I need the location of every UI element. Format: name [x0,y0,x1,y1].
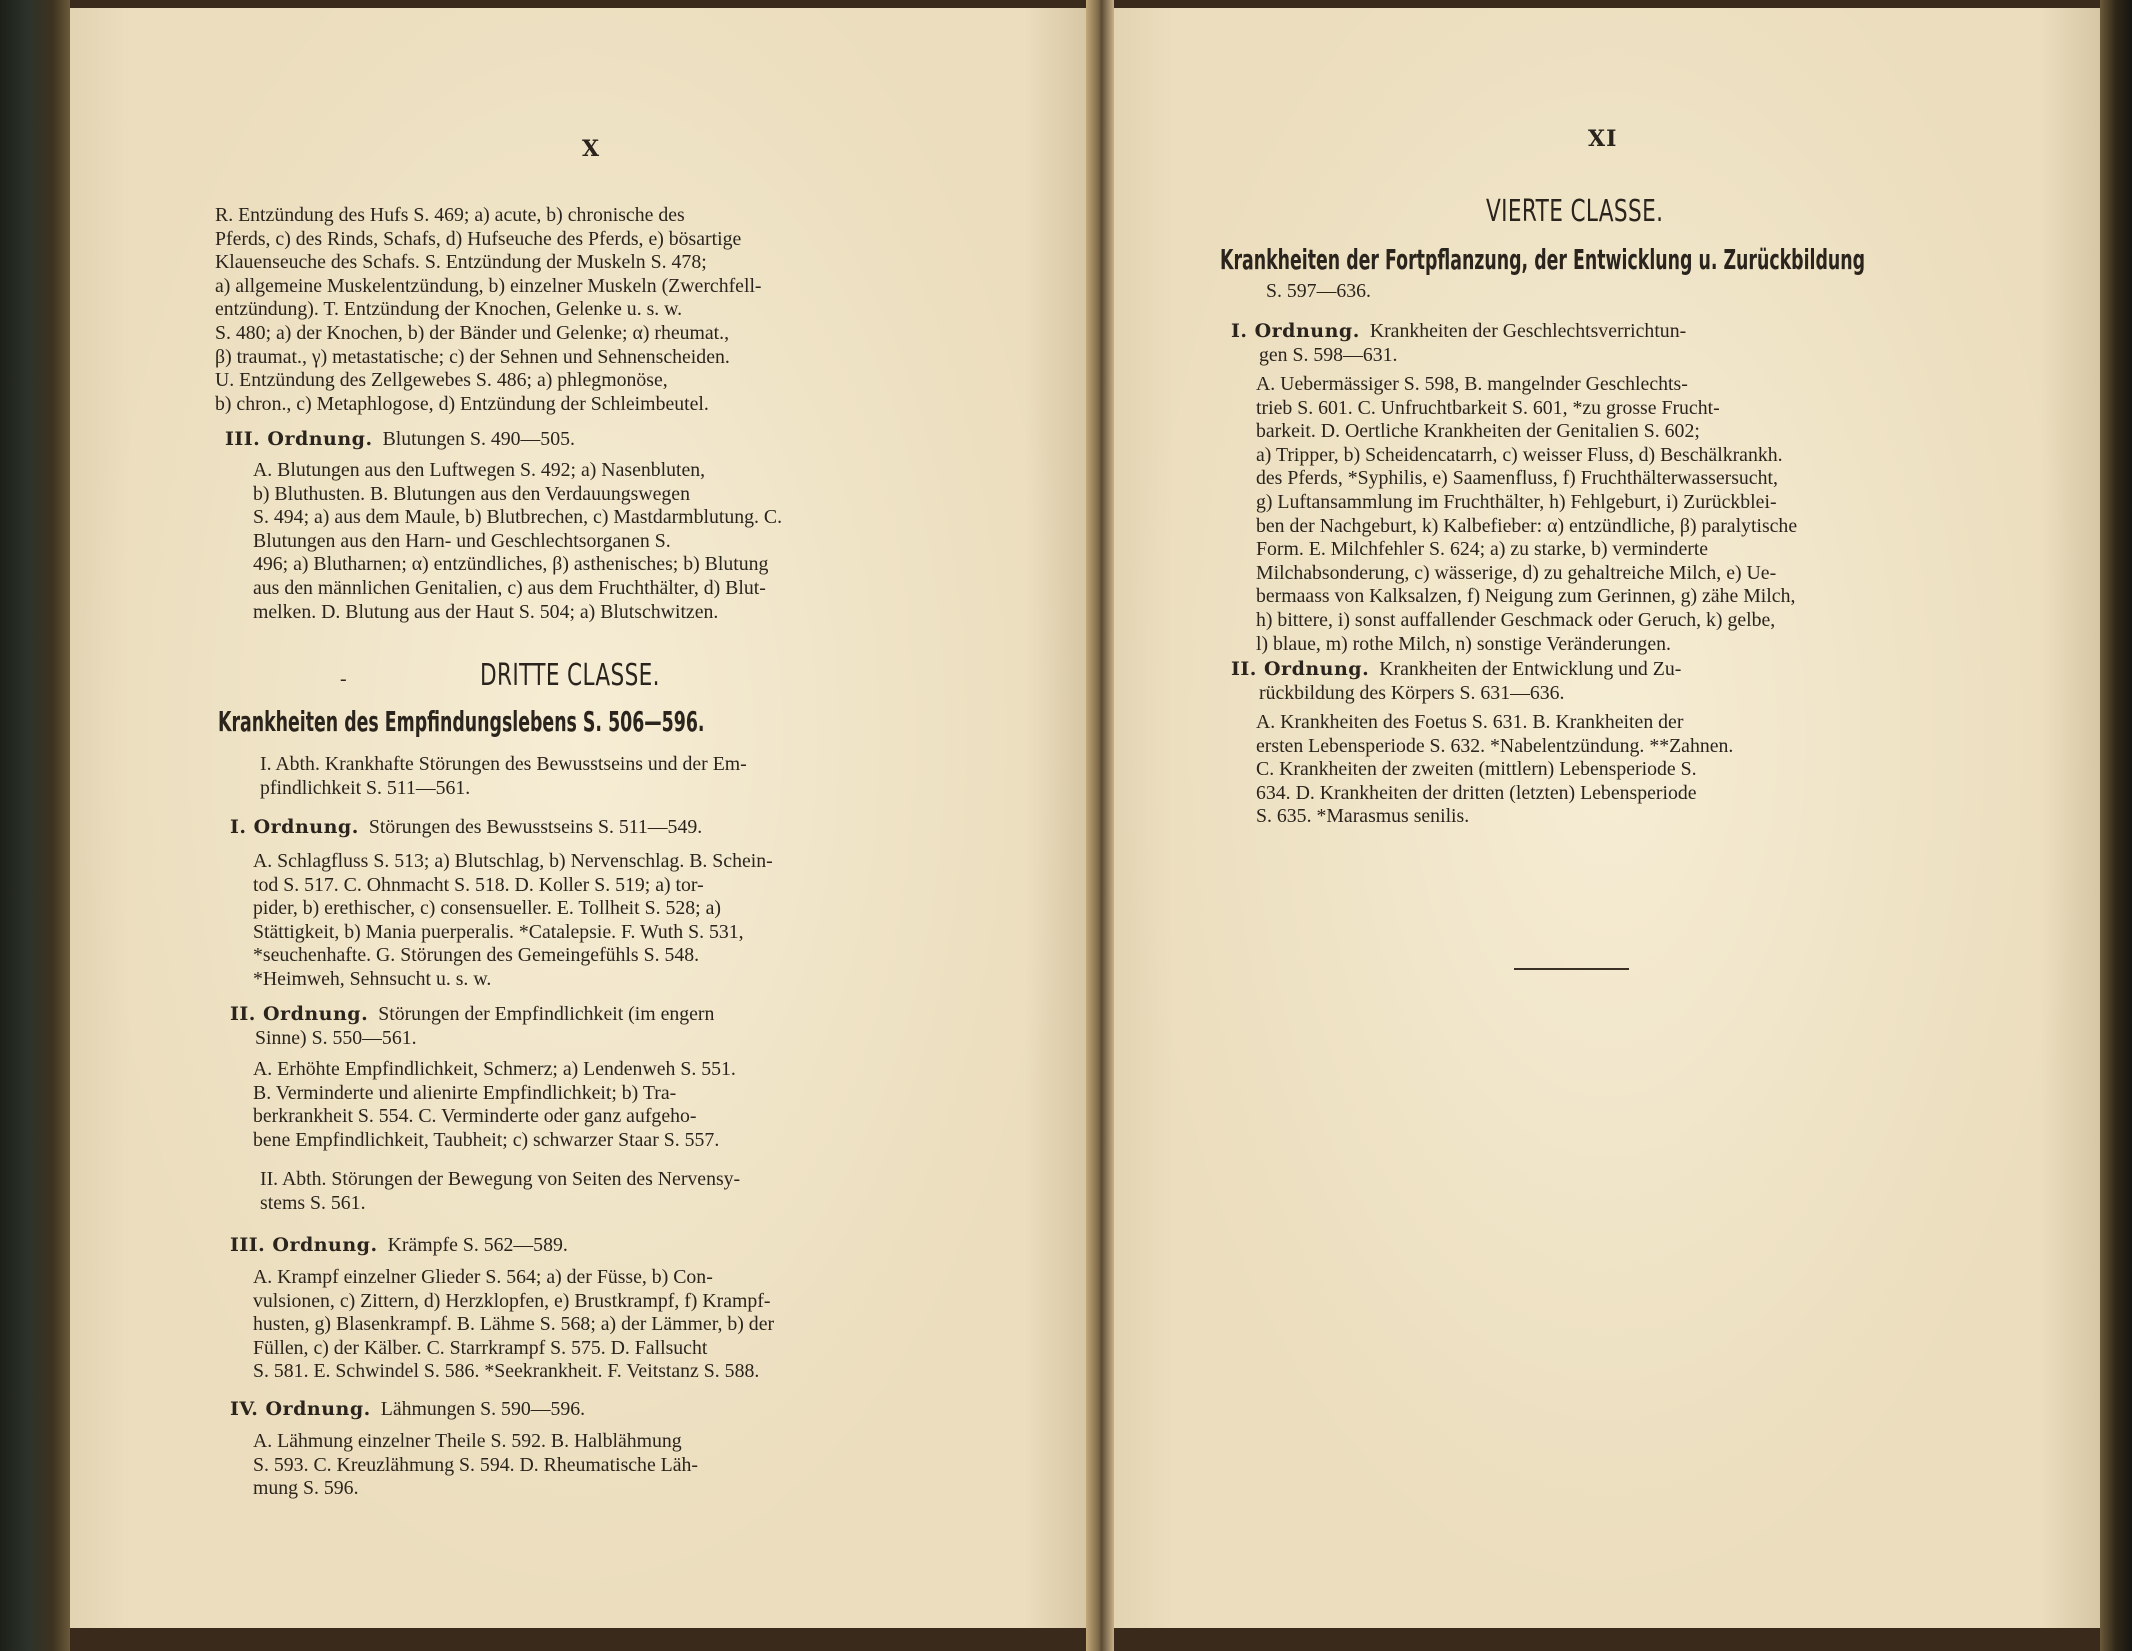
left-page [70,8,1086,1628]
text-line: vulsionen, c) Zittern, d) Herzklopfen, e) Brustkrampf, f) Krampf- [253,1289,771,1312]
text-line: trieb S. 601. C. Unfruchtbarkeit S. 601, *zu grosse Frucht- [1256,396,1720,419]
text-line: tod S. 517. C. Ohnmacht S. 518. D. Koller S. 519; a) tor- [253,873,704,896]
class-subtitle-third: Krankheiten des Empfindungslebens S. 506—596. [218,705,705,738]
text-line: S. 494; a) aus dem Maule, b) Blutbrechen, c) Mastdarmblutung. C. [253,506,783,529]
text-line: des Pferds, *Syphilis, e) Saamenfluss, f) Fruchthälterwassersucht, [1256,467,1778,490]
text-line: entzündung). T. Entzündung der Knochen, Gelenke u. s. w. [215,298,683,321]
order-title: Krankheiten der Entwicklung und Zu- [1379,658,1682,680]
text-line: R. Entzündung des Hufs S. 469; a) acute, b) chronische des [215,204,685,226]
text-line: pider, b) erethischer, c) consensueller. E. Tollheit S. 528; a) [253,897,721,920]
text-line: Klauenseuche des Schafs. S. Entzündung der Muskeln S. 478; [215,251,707,274]
text-line: Milchabsonderung, c) wässerige, d) zu gehaltreiche Milch, e) Ue- [1256,561,1777,584]
order-label: IV. Ordnung. [230,1398,371,1420]
entries-development [1256,711,2041,829]
order-title: Krankheiten der Geschlechtsverrichtun- [1369,320,1687,342]
order-title: Krämpfe S. 562—589. [387,1234,568,1256]
text-line: A. Uebermässiger S. 598, B. mangelnder Geschlechts- [1256,373,1688,395]
text-line: A. Erhöhte Empfindlichkeit, Schmerz; a) Lendenweh S. 551. [253,1058,736,1080]
entries-bleeding [253,459,1033,624]
entries-paralysis [253,1430,1033,1501]
order-heading-paralysis [230,1398,1033,1422]
entries-reproduction [1256,373,2041,656]
text-line: A. Krampf einzelner Glieder S. 564; a) der Füsse, b) Con- [253,1266,713,1288]
class-dash: - [340,668,347,690]
text-line: h) bittere, i) sonst auffallender Geschmack oder Geruch, k) gelbe, [1256,608,1776,631]
page-number-left: X [582,136,601,162]
text-line: II. Abth. Störungen der Bewegung von Seiten des Nervensy- [260,1168,741,1190]
book-binding-left [0,0,70,1651]
class-title-third: DRITTE CLASSE. [480,658,660,693]
text-line: mung S. 596. [253,1477,359,1500]
text-line: *seuchenhafte. G. Störungen des Gemeingefühls S. 548. [253,944,700,967]
text-line: l) blaue, m) rothe Milch, n) sonstige Veränderungen. [1256,632,1671,655]
end-rule [1514,968,1629,970]
text-line: S. 593. C. Kreuzlähmung S. 594. D. Rheumatische Läh- [253,1453,699,1476]
text-line: aus den männlichen Genitalien, c) aus dem Fruchthälter, d) Blut- [253,576,766,599]
text-line: *Heimweh, Sehnsucht u. s. w. [253,967,492,990]
text-line: β) traumat., γ) metastatische; c) der Sehnen und Sehnenscheiden. [215,345,730,368]
order-label: I. Ordnung. [1231,320,1360,342]
text-line: 496; a) Blutharnen; α) entzündliches, β) asthenisches; b) Blutung [253,553,769,576]
text-line: rückbildung des Körpers S. 631—636. [1259,681,1565,704]
text-line: bermaass von Kalksalzen, f) Neigung zum Gerinnen, g) zähe Milch, [1256,585,1796,608]
right-page [1114,8,2100,1628]
entries-cramps [253,1266,1033,1384]
order-label: III. Ordnung. [230,1234,378,1256]
text-line: ersten Lebensperiode S. 632. *Nabelentzündung. **Zahnen. [1256,734,1734,757]
text-line: stems S. 561. [260,1191,366,1214]
order-label: III. Ordnung. [225,428,373,450]
order-heading-development [1231,658,2041,705]
text-line: Pferds, c) des Rinds, Schafs, d) Hufseuche des Pferds, e) bösartige [215,227,742,250]
text-line: Sinne) S. 550—561. [255,1026,417,1049]
text-line: C. Krankheiten der zweiten (mittlern) Lebensperiode S. [1256,758,1697,781]
order-heading-sensitivity [230,1003,1033,1050]
section-abth-1 [260,753,1033,800]
text-line: S. 635. *Marasmus senilis. [1256,805,1470,828]
order-title: Störungen der Empfindlichkeit (im engern [378,1003,715,1025]
entries-inflammation [215,204,1033,416]
text-line: b) Bluthusten. B. Blutungen aus den Verdauungswegen [253,482,690,505]
text-line: S. 480; a) der Knochen, b) der Bänder und Gelenke; α) rheumat., [215,321,730,344]
order-label: I. Ordnung. [230,816,359,838]
text-line: A. Lähmung einzelner Theile S. 592. B. Halblähmung [253,1430,682,1452]
page-number-right: XI [1588,126,1618,152]
text-line: B. Verminderte und alienirte Empfindlichkeit; b) Tra- [253,1081,677,1104]
text-line: Füllen, c) der Kälber. C. Starrkrampf S. 575. D. Fallsucht [253,1336,708,1359]
text-line: A. Schlagfluss S. 513; a) Blutschlag, b) Nervenschlag. B. Schein- [253,850,773,872]
text-line: b) chron., c) Metaphlogose, d) Entzündung der Schleimbeutel. [215,392,709,415]
text-line: A. Krankheiten des Foetus S. 631. B. Krankheiten der [1256,711,1684,733]
text-line: U. Entzündung des Zellgewebes S. 486; a) phlegmonöse, [215,369,668,392]
class-subtitle-fourth: Krankheiten der Fortpflanzung, der Entwicklung u. Zurückbildung [1220,243,1866,276]
entries-sensitivity [253,1058,1033,1152]
text-line: husten, g) Blasenkrampf. B. Lähme S. 568; a) der Lämmer, b) der [253,1313,775,1336]
book-gutter [1086,0,1114,1651]
text-line: Stättigkeit, b) Mania puerperalis. *Catalepsie. F. Wuth S. 531, [253,920,744,943]
text-line: g) Luftansammlung im Fruchthälter, h) Fehlgeburt, i) Zurückblei- [1256,490,1777,513]
order-title: Blutungen S. 490—505. [382,428,575,450]
text-line: bene Empfindlichkeit, Taubheit; c) schwarzer Staar S. 557. [253,1128,720,1151]
section-abth-2 [260,1168,1033,1215]
order-label: II. Ordnung. [1231,658,1370,680]
text-line: A. Blutungen aus den Luftwegen S. 492; a) Nasenbluten, [253,459,706,481]
order-title: Lähmungen S. 590—596. [380,1398,586,1420]
text-line: berkrankheit S. 554. C. Verminderte oder ganz aufgeho- [253,1105,697,1128]
order-heading-consciousness [230,816,1033,840]
class-range-fourth: S. 597—636. [1266,280,1371,302]
text-line: a) allgemeine Muskelentzündung, b) einzelner Muskeln (Zwerchfell- [215,274,762,297]
text-line: barkeit. D. Oertliche Krankheiten der Genitalien S. 602; [1256,420,1700,443]
text-line: Blutungen aus den Harn- und Geschlechtsorganen S. [253,529,671,552]
text-line: ben der Nachgeburt, k) Kalbefieber: α) entzündliche, β) paralytische [1256,514,1798,537]
text-line: melken. D. Blutung aus der Haut S. 504; a) Blutschwitzen. [253,600,719,623]
order-heading-cramps [230,1234,1033,1258]
text-line: I. Abth. Krankhafte Störungen des Bewusstseins und der Em- [260,753,747,775]
order-heading-reproduction [1231,320,2041,367]
text-line: S. 581. E. Schwindel S. 586. *Seekrankheit. F. Veitstanz S. 588. [253,1360,760,1383]
order-label: II. Ordnung. [230,1003,369,1025]
class-title-fourth: VIERTE CLASSE. [1486,194,1664,229]
entries-consciousness [253,850,1033,992]
order-title: Störungen des Bewusstseins S. 511—549. [368,816,703,838]
book-binding-right [2100,0,2132,1651]
text-line: Form. E. Milchfehler S. 624; a) zu starke, b) verminderte [1256,538,1709,561]
text-line: a) Tripper, b) Scheidencatarrh, c) weisser Fluss, d) Beschälkrankh. [1256,443,1783,466]
text-line: 634. D. Krankheiten der dritten (letzten) Lebensperiode [1256,781,1697,804]
order-heading-bleeding [225,428,1033,452]
text-line: pfindlichkeit S. 511—561. [260,776,471,799]
text-line: gen S. 598—631. [1259,343,1398,366]
